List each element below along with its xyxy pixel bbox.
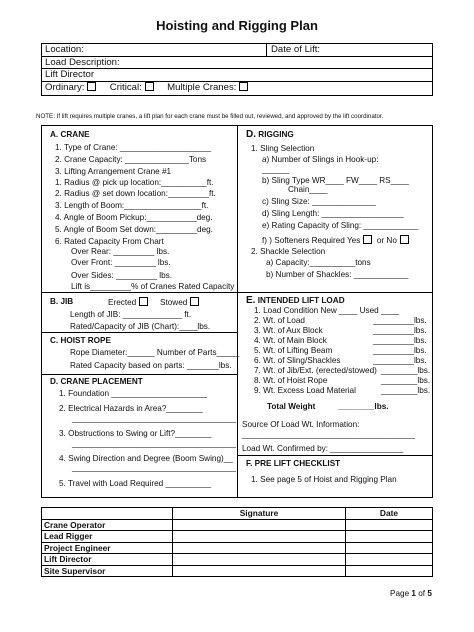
crane-placement-heading: D. CRANE PLACEMENT <box>50 377 143 386</box>
table-row <box>42 554 433 566</box>
electrical-hazards-blank[interactable]: ____________________________________ <box>72 414 236 423</box>
pre-lift-checklist-line: 1. See page 5 of Hoist and Rigging Plan <box>251 475 397 484</box>
table-row <box>42 531 433 543</box>
sling-selection-line: 1. Sling Selection <box>251 144 315 153</box>
load-source-label: Source Of Load Wt. Information: <box>242 420 360 429</box>
lift-percent-line[interactable]: Lift is_________% of Cranes Rated Capacity <box>71 282 235 291</box>
wt-sling-shackles-label: 6. Wt. of Sling/Shackles <box>254 356 341 365</box>
location-field[interactable]: Location: <box>45 44 84 55</box>
wt-lifting-beam-label: 5. Wt. of Lifting Beam <box>254 346 333 355</box>
crane-heading: A. CRANE <box>50 130 90 139</box>
shackle-selection-line: 2. Shackle Selection <box>251 247 326 256</box>
load-condition-line[interactable]: 1. Load Condition New ____ Used ____ <box>254 306 400 315</box>
sling-type-line[interactable]: b) Sling Type WR____ FW____ RS____ <box>262 176 409 185</box>
table-row <box>42 565 433 577</box>
date-column-header: Date <box>346 508 433 520</box>
multi-crane-note: NOTE: If lift requires multiple cranes, a lift plan for each crane must be filled out, reviewed, and approved by the lift coordinator. <box>36 113 384 120</box>
radius-pickup-line[interactable]: 1. Radius @ pick up location:__________ft. <box>55 178 214 187</box>
softeners-no-checkbox[interactable] <box>400 235 409 244</box>
hoist-rope-heading: C. HOIST ROPE <box>50 336 111 345</box>
load-description-field[interactable]: Load Description: <box>45 57 120 68</box>
wt-aux-block-label: 3. Wt. of Aux Block <box>254 326 323 335</box>
sling-rating-line[interactable]: e) Rating Capacity of Sling: ____________ <box>262 221 419 230</box>
rigging-heading: D. RIGGING <box>246 129 294 140</box>
multiple-cranes-label: Multiple Cranes: <box>167 82 237 93</box>
ordinary-checkbox[interactable] <box>87 82 96 91</box>
ordinary-label: Ordinary: <box>45 82 85 93</box>
radius-setdown-line[interactable]: 2. Radius @ set down location:_________ft. <box>55 189 216 198</box>
load-confirmed-line[interactable]: Load Wt. Confirmed by: ________________ <box>242 444 404 453</box>
signature-header-row <box>42 508 433 520</box>
role-project-engineer: Project Engineer <box>42 542 173 554</box>
critical-label: Critical: <box>109 82 142 93</box>
wt-lifting-beam-value[interactable]: _________lbs. <box>373 346 427 355</box>
load-source-blank[interactable]: ______________________________________ <box>242 430 416 439</box>
wt-aux-block-value[interactable]: _________lbs. <box>373 326 427 335</box>
foundation-line[interactable]: 1. Foundation _____________________ <box>59 389 207 398</box>
date-of-lift-field[interactable]: Date of Lift: <box>271 44 321 55</box>
softeners-yes-checkbox[interactable] <box>363 235 372 244</box>
critical-checkbox[interactable] <box>145 82 154 91</box>
electrical-hazards-line[interactable]: 2. Electrical Hazards in Area?________ <box>59 404 203 413</box>
jib-capacity-line[interactable]: Rated/Capacity of JIB (Chart):____lbs. <box>70 322 211 331</box>
signature-cell[interactable] <box>173 554 346 566</box>
jib-length-line[interactable]: Length of JIB: _____________ ft. <box>70 310 192 319</box>
role-lead-rigger: Lead Rigger <box>42 531 173 543</box>
wt-excess-material-label: 9. Wt. Excess Load Material <box>254 386 356 395</box>
over-rear-line[interactable]: Over Rear: _________ lbs. <box>71 247 170 256</box>
over-sides-line[interactable]: Over Sides: _________ lbs. <box>71 271 173 280</box>
jib-stowed: Stowed <box>160 297 199 308</box>
lifting-arrangement-line: 3. Lifting Arrangement Crane #1 <box>55 167 172 176</box>
swing-direction-line[interactable]: 4. Swing Direction and Degree (Boom Swing)__ <box>59 454 233 463</box>
sling-size-line[interactable]: c) Sling Size: ______________ <box>262 197 376 206</box>
wt-hoist-rope-value[interactable]: ________lbs. <box>381 376 431 385</box>
lift-load-heading: E. INTENDED LIFT LOAD <box>246 295 345 306</box>
number-of-slings-blank[interactable]: ______ <box>262 165 290 174</box>
table-row <box>42 542 433 554</box>
sling-length-line[interactable]: d) Sling Length: __________________ <box>262 209 404 218</box>
obstructions-blank[interactable]: ____________________________________ <box>72 439 236 448</box>
rope-diameter-line[interactable]: Rope Diameter:______ Number of Parts_____ <box>70 348 240 357</box>
wt-hoist-rope-label: 8. Wt. of Hoist Rope <box>254 376 328 385</box>
wt-excess-material-value[interactable]: ________lbs. <box>381 386 431 395</box>
wt-load-label: 2. Wt. of Load <box>254 316 305 325</box>
date-cell[interactable] <box>346 565 433 577</box>
signature-cell[interactable] <box>173 519 346 531</box>
swing-direction-blank[interactable]: ____________________________________ <box>72 463 236 472</box>
over-front-line[interactable]: Over Front: _________ lbs. <box>71 258 171 267</box>
wt-main-block-label: 4. Wt. of Main Block <box>254 336 327 345</box>
page-title: Hoisting and Rigging Plan <box>156 18 318 33</box>
lift-director-field[interactable]: Lift Director <box>45 69 95 80</box>
shackle-capacity-line[interactable]: a) Capacity:__________tons <box>266 258 371 267</box>
date-cell[interactable] <box>346 542 433 554</box>
signature-table <box>41 507 433 577</box>
multiple-cranes-checkbox[interactable] <box>239 82 248 91</box>
role-crane-operator: Crane Operator <box>42 519 173 531</box>
softeners-line: f) ) Softeners Required Yes or No <box>262 235 409 246</box>
lift-type-row <box>45 82 248 94</box>
page-number: Page 1 of 5 <box>390 589 432 598</box>
wt-sling-shackles-value[interactable]: _________lbs. <box>373 356 427 365</box>
total-weight-value[interactable]: ________lbs. <box>338 402 389 411</box>
rated-capacity-line: 6. Rated Capacity From Chart <box>55 237 164 246</box>
role-site-supervisor: Site Supervisor <box>42 565 173 577</box>
date-cell[interactable] <box>346 531 433 543</box>
obstructions-line[interactable]: 3. Obstructions to Swing or Lift?________ <box>59 429 212 438</box>
sling-chain-line[interactable]: Chain____ <box>288 185 328 194</box>
signature-cell[interactable] <box>173 531 346 543</box>
jib-erected: Erected <box>108 297 148 308</box>
crane-type-line[interactable]: 1. Type of Crane: ____________________ <box>55 143 212 152</box>
jib-erected-checkbox[interactable] <box>139 297 148 306</box>
boom-angle-setdown-line[interactable]: 5. Angle of Boom Set down:_________deg. <box>55 225 213 234</box>
crane-capacity-line[interactable]: 2. Crane Capacity: ______________Tons <box>55 155 207 164</box>
boom-length-line[interactable]: 3. Length of Boom:_________________ft. <box>55 201 209 210</box>
number-of-slings-line[interactable]: a) Number of Slings in Hook-up: <box>262 155 379 164</box>
signature-column-header: Signature <box>173 508 346 520</box>
role-lift-director: Lift Director <box>42 554 173 566</box>
shackle-count-line[interactable]: b) Number of Shackles: ____________ <box>266 270 409 279</box>
signature-cell[interactable] <box>173 565 346 577</box>
table-row <box>42 519 433 531</box>
wt-main-block-value[interactable]: _________lbs. <box>373 336 427 345</box>
wt-load-value[interactable]: _________lbs. <box>373 316 427 325</box>
date-cell[interactable] <box>346 554 433 566</box>
jib-heading: B. JIB <box>50 297 74 306</box>
total-weight-label: Total Weight <box>267 402 316 411</box>
wt-jib-ext-value[interactable]: ________lbs. <box>381 366 431 375</box>
pre-lift-checklist-heading: F. PRE LIFT CHECKLIST <box>246 459 341 468</box>
jib-stowed-checkbox[interactable] <box>190 297 199 306</box>
signature-cell[interactable] <box>173 542 346 554</box>
travel-with-load-line[interactable]: 5. Travel with Load Required __________ <box>59 479 212 488</box>
wt-jib-ext-label: 7. Wt. of Jib/Ext. (erected/stowed) <box>254 366 377 375</box>
date-cell[interactable] <box>346 519 433 531</box>
rope-rated-capacity-line[interactable]: Rated Capacity based on parts: _______lbs. <box>70 361 232 370</box>
boom-angle-pickup-line[interactable]: 4. Angle of Boom Pickup:___________deg. <box>55 213 213 222</box>
